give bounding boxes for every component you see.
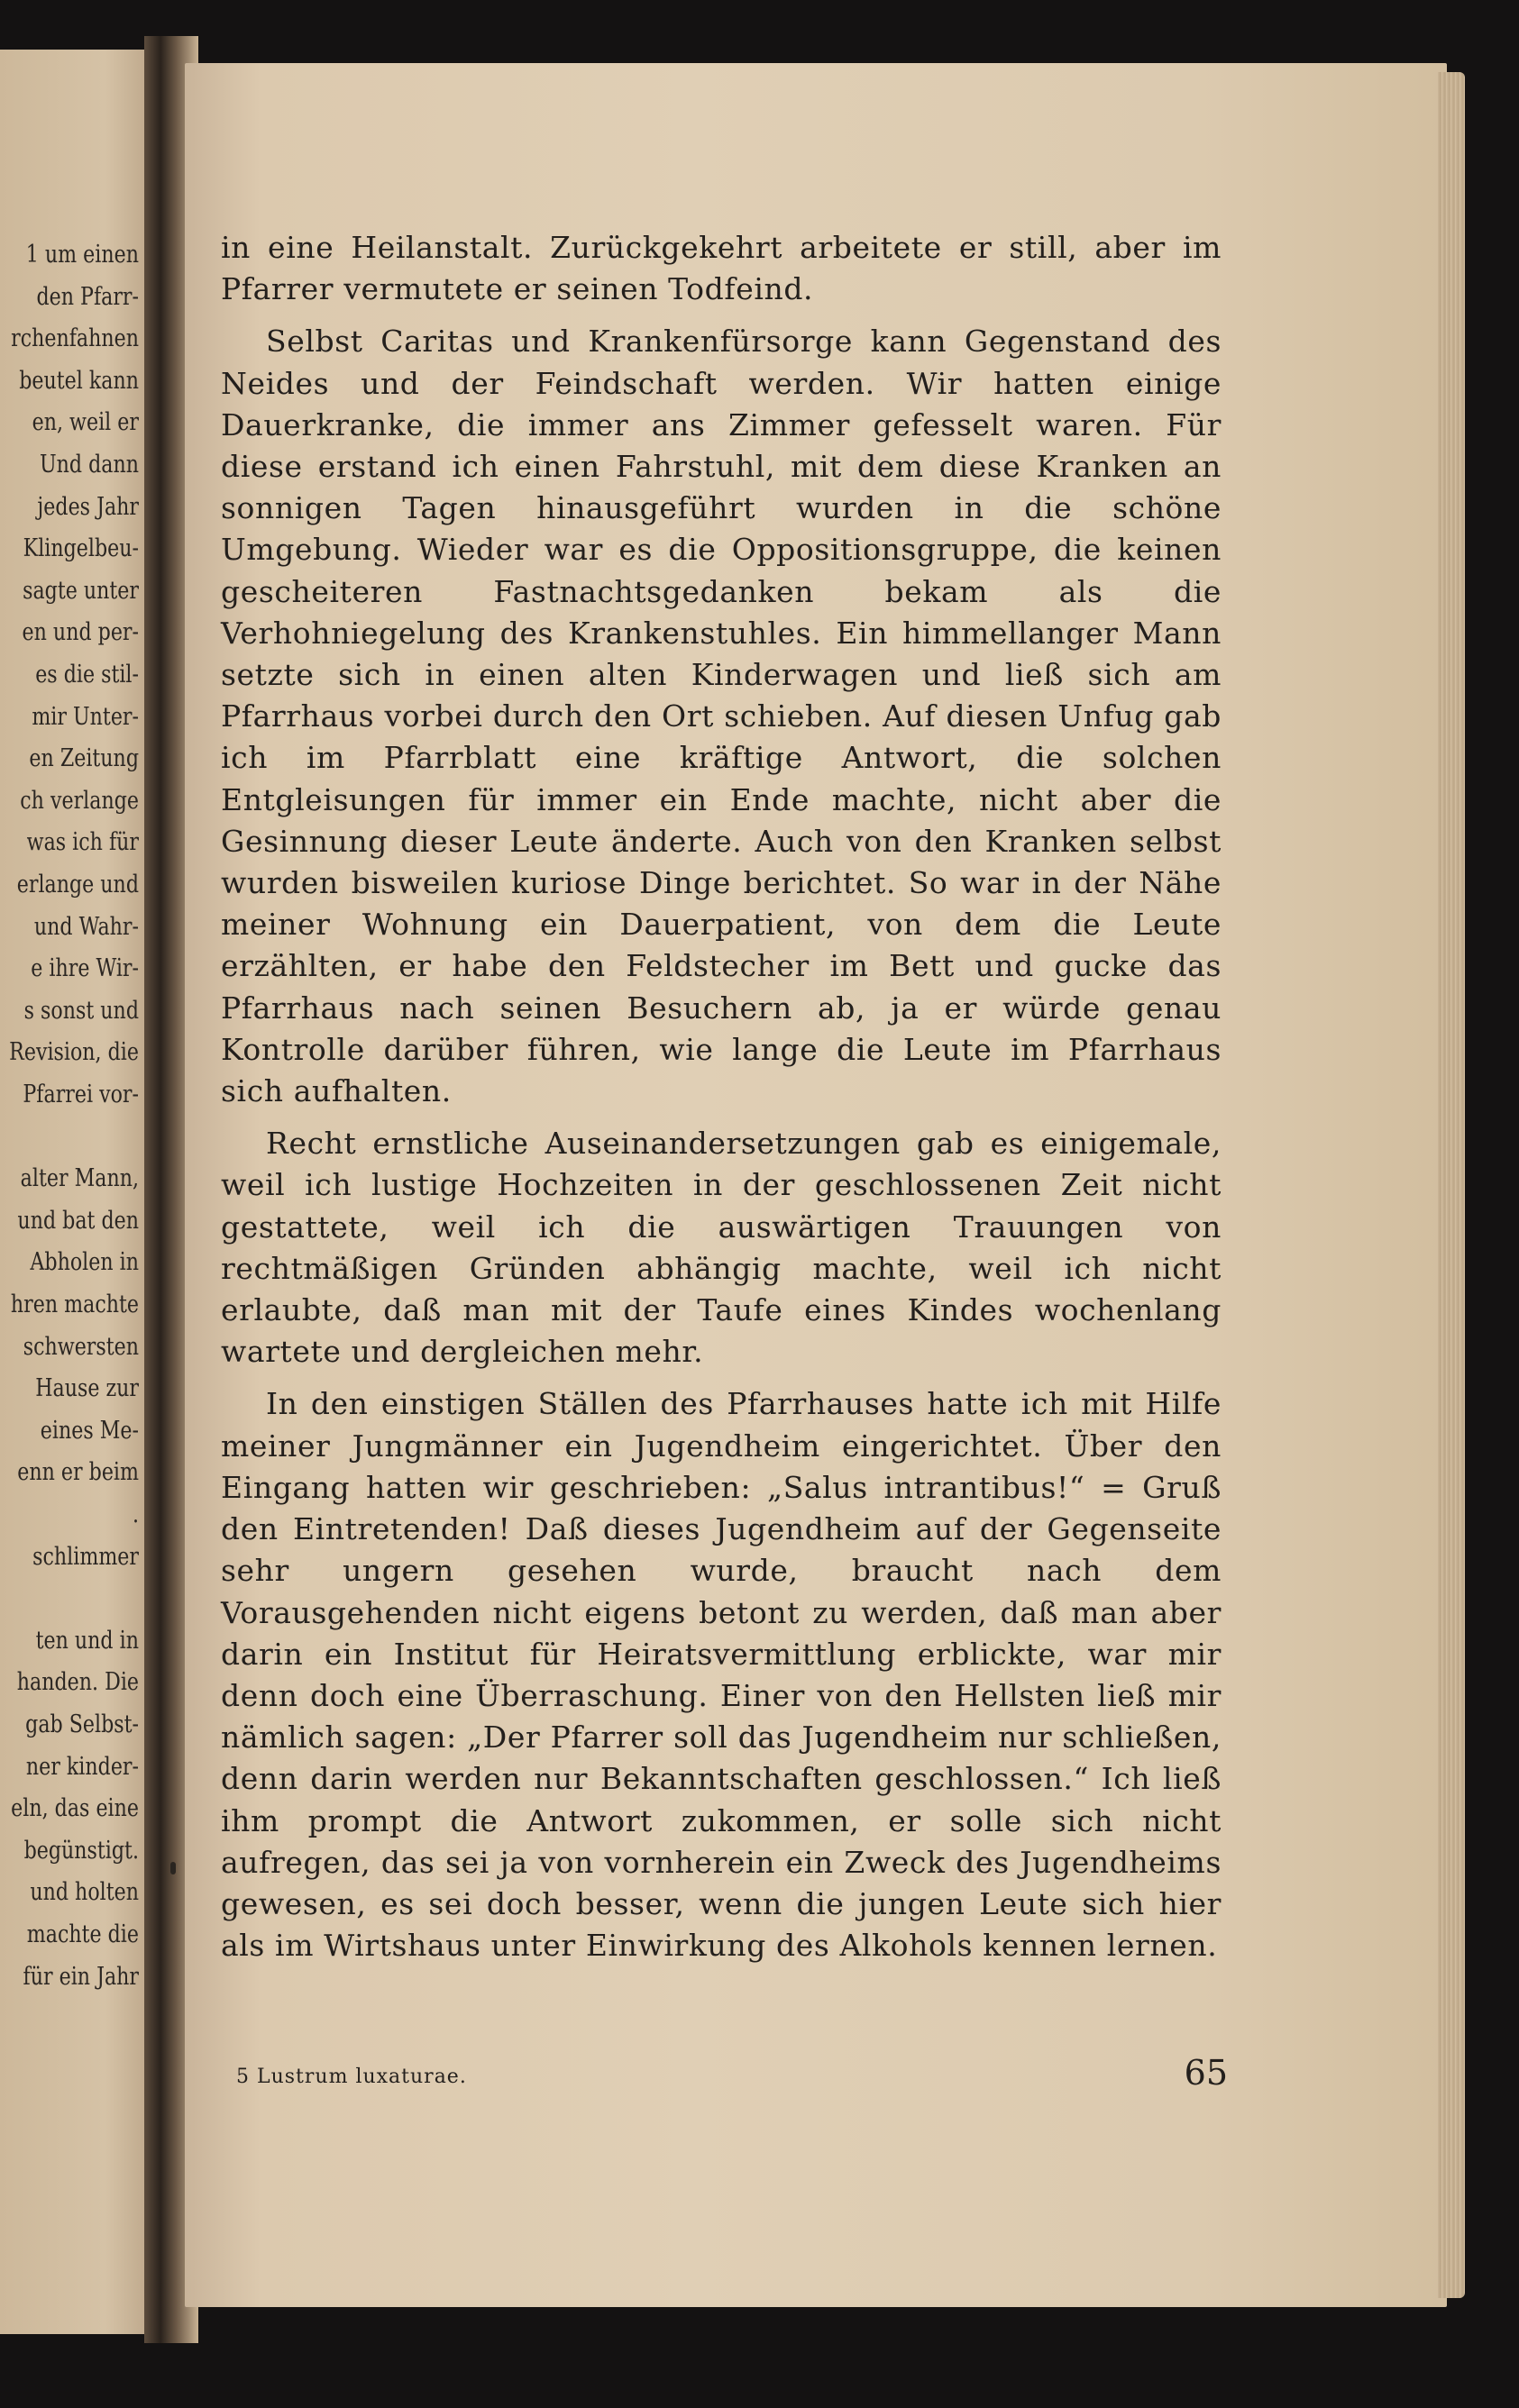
signature-mark: 5 Lustrum luxaturae.	[236, 2066, 467, 2088]
left-page-line: machte die	[26, 1920, 139, 1948]
left-page-line: schwersten	[23, 1332, 139, 1361]
left-page-line: den Pfarr-	[36, 282, 139, 311]
left-page-line: gab Selbst-	[25, 1710, 139, 1738]
left-page-line: Hause zur	[35, 1374, 139, 1403]
page-footer	[236, 2053, 1228, 2098]
left-page-line: erlange und	[16, 871, 139, 898]
left-page-line: hren machte	[10, 1291, 140, 1318]
left-page-line: und Wahr-	[33, 912, 139, 941]
left-page-line: eln, das eine	[11, 1794, 139, 1823]
left-page-line: Und dann	[39, 451, 139, 479]
left-page-line: mir Unter-	[32, 702, 139, 731]
left-page-line: beutel kann	[19, 366, 139, 395]
paragraph: In den einstigen Ställen des Pfarrhauses hatte ich mit Hilfe meiner Jungmänner ein Jugendheim eingerichtet. Über den Eingang hatten wir geschrieben: „Salus intrantibus!“ = Gruß den Eintretenden! Daß dieses Jugendheim auf der Gegenseite sehr ungern gesehen wurde, braucht nach dem Vorausgehenden nicht eigens betont zu werden, daß man aber darin ein Institut für Heiratsvermittlung erblickte, war mir denn doch eine Überraschung. Einer von den Hellsten ließ mir nämlich sagen: „Der Pfarrer soll das Jugendheim nur schließen, denn darin werden nur Bekanntschaften geschlossen.“ Ich ließ ihm prompt die Antwort zukommen, er solle sich nicht aufregen, das sei ja von vornherein ein Zweck des Jugendheims gewesen, es sei doch besser, wenn die jungen Leute sich hier als im Wirtshaus unter Einwirkung des Alkohols kennen lernen.	[221, 1386, 1222, 1964]
left-page-line: Revision, die	[9, 1038, 140, 1067]
left-page-line: en Zeitung	[29, 744, 139, 773]
left-page-line: en, weil er	[32, 408, 139, 437]
left-page-line: Klingelbeu-	[23, 534, 139, 563]
left-page-line: Pfarrei vor-	[23, 1081, 139, 1108]
left-page-line: handen. Die	[16, 1668, 140, 1697]
left-page-line: für ein Jahr	[23, 1962, 140, 1991]
left-page-line: jedes Jahr	[37, 492, 139, 521]
paragraph: in eine Heilanstalt. Zurückgekehrt arbeitete er still, aber im Pfarrer vermutete er seinen Todfeind.	[221, 230, 1222, 307]
left-page-line: was ich für	[26, 828, 139, 857]
paragraph: Selbst Caritas und Krankenfürsorge kann Gegenstand des Neides und der Feindschaft werden. Wir hatten einige Dauerkranke, die immer ans Zimmer gefesselt waren. Für diese erstand ich einen Fahrstuhl, mit dem diese Kranken an sonnigen Tagen hinausgeführt wurden in die schöne Umgebung. Wieder war es die Oppositionsgruppe, die keinen gescheiteren Fastnachtsgedanken bekam als die Verhohniegelung des Krankenstuhles. Ein himmellanger Mann setzte sich in einen alten Kinderwagen und ließ sich am Pfarrhaus vorbei durch den Ort schieben. Auf diesen Unfug gab ich im Pfarrblatt eine kräftige Antwort, die solchen Entgleisungen für immer ein Ende machte, nicht aber die Gesinnung dieser Leute änderte. Auch von den Kranken selbst wurden bisweilen kuriose Dinge berichtet. So war in der Nähe meiner Wohnung ein Dauerpatient, von dem die Leute erzählten, er habe den Feldstecher im Bett und gucke das Pfarrhaus nach seinen Besuchern ab, ja er würde genau Kontrolle darüber führen, wie lange die Leute im Pfarrhaus sich aufhalten.	[221, 324, 1222, 1109]
left-page-line: e ihre Wir-	[31, 954, 140, 983]
left-page-line: enn er beim	[17, 1458, 140, 1487]
page-body	[221, 227, 1222, 1966]
left-page-line: 1 um einen	[25, 241, 139, 269]
left-page-line: ner kinder-	[25, 1752, 139, 1781]
left-page-line: .	[132, 1500, 139, 1528]
left-page-line: rchenfahnen	[11, 324, 139, 353]
left-page-line: ten und in	[35, 1626, 139, 1655]
left-page-line: schlimmer	[32, 1542, 139, 1571]
left-page-line: eines Me-	[40, 1416, 139, 1445]
left-page-line: und holten	[30, 1878, 139, 1907]
left-page-line: Abholen in	[30, 1248, 139, 1277]
left-page-line: s sonst und	[23, 996, 140, 1025]
ink-speck	[170, 1862, 176, 1874]
paragraph: Recht ernstliche Auseinandersetzungen gab es einigemale, weil ich lustige Hochzeiten in der geschlossenen Zeit nicht gestattete, weil ich die auswärtigen Trauungen von rechtmäßigen Gründen abhängig machte, weil ich nicht erlaubte, daß man mit der Taufe eines Kindes wochenlang wartete und dergleichen mehr.	[221, 1126, 1222, 1370]
left-page-line: alter Mann,	[20, 1164, 140, 1193]
left-page-line: es die stil-	[35, 661, 139, 689]
left-page-line: sagte unter	[23, 576, 140, 605]
left-page-line: und bat den	[17, 1206, 140, 1235]
page-edge	[1438, 72, 1465, 2298]
left-page-line: begünstigt.	[23, 1836, 140, 1865]
left-page-line: en und per-	[22, 618, 139, 647]
left-page-line: ch verlange	[20, 786, 139, 815]
page-number: 65	[1184, 2053, 1228, 2093]
